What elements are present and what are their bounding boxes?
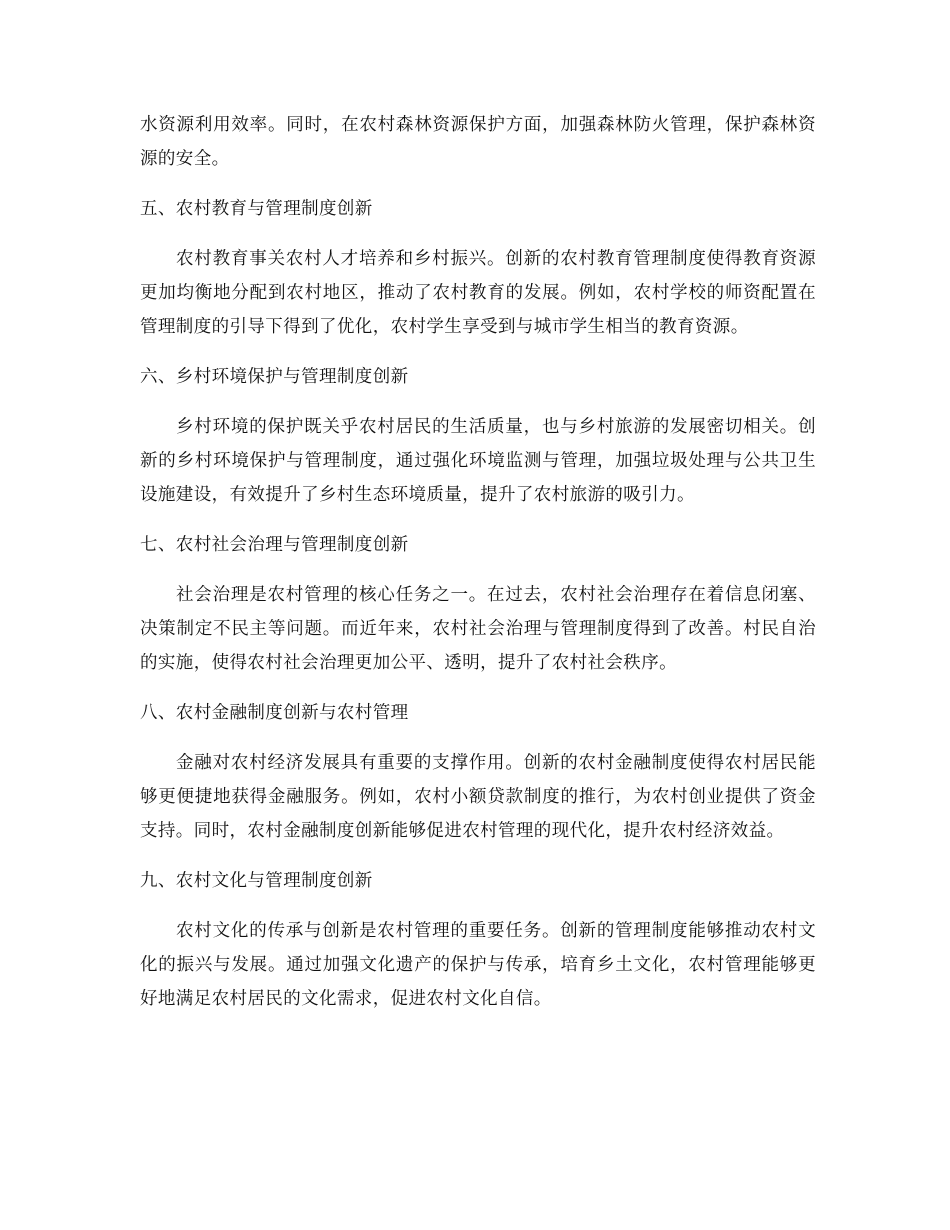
document-page <box>140 108 816 1016</box>
section-heading-culture: 九、农村文化与管理制度创新 <box>140 871 373 891</box>
paragraph-governance: 社会治理是农村管理的核心任务之一。在过去，农村社会治理存在着信息闭塞、决策制定不民主等问题。而近年来，农村社会治理与管理制度得到了改善。村民自治的实施，使得农村社会治理更加公平、透明，提升了农村社会秩序。 <box>140 585 816 673</box>
section-heading-finance: 八、农村金融制度创新与农村管理 <box>140 703 409 723</box>
paragraph-finance: 金融对农村经济发展具有重要的支撑作用。创新的农村金融制度使得农村居民能够更便捷地获得金融服务。例如，农村小额贷款制度的推行，为农村创业提供了资金支持。同时，农村金融制度创新能够促进农村管理的现代化，提升农村经济效益。 <box>140 753 816 841</box>
paragraph-environment: 乡村环境的保护既关乎农村居民的生活质量，也与乡村旅游的发展密切相关。创新的乡村环境保护与管理制度，通过强化环境监测与管理，加强垃圾处理与公共卫生设施建设，有效提升了乡村生态环境质量，提升了农村旅游的吸引力。 <box>140 417 816 505</box>
paragraph-forest-resources: 水资源利用效率。同时，在农村森林资源保护方面，加强森林防火管理，保护森林资源的安全。 <box>140 115 816 169</box>
section-heading-environment: 六、乡村环境保护与管理制度创新 <box>140 367 409 387</box>
paragraph-culture: 农村文化的传承与创新是农村管理的重要任务。创新的管理制度能够推动农村文化的振兴与发展。通过加强文化遗产的保护与传承，培育乡土文化，农村管理能够更好地满足农村居民的文化需求，促进农村文化自信。 <box>140 921 816 1009</box>
section-heading-governance: 七、农村社会治理与管理制度创新 <box>140 535 409 555</box>
paragraph-education: 农村教育事关农村人才培养和乡村振兴。创新的农村教育管理制度使得教育资源更加均衡地分配到农村地区，推动了农村教育的发展。例如，农村学校的师资配置在管理制度的引导下得到了优化，农村学生享受到与城市学生相当的教育资源。 <box>140 249 816 337</box>
section-heading-education: 五、农村教育与管理制度创新 <box>140 199 373 219</box>
